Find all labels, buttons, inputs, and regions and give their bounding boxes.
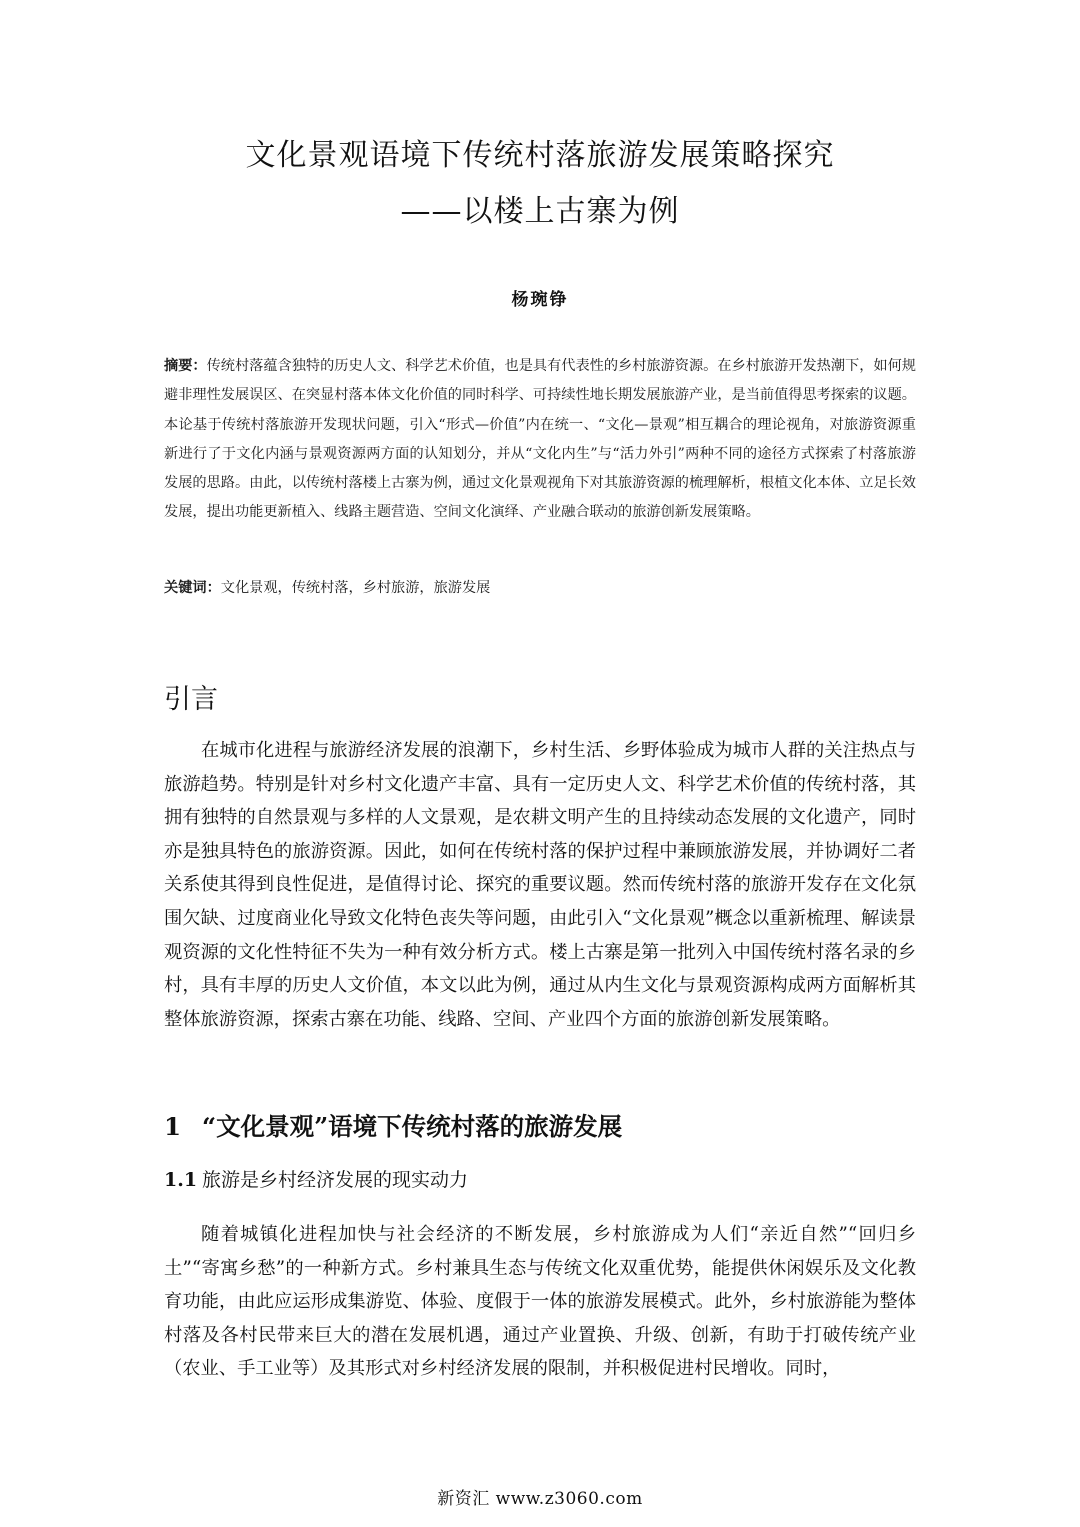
keywords-text: 文化景观，传统村落，乡村旅游，旅游发展 <box>220 580 491 596</box>
section-1-1-number: 1.1 <box>164 1169 198 1191</box>
section-1-title: “文化景观”语境下传统村落的旅游发展 <box>202 1112 623 1141</box>
intro-paragraph: 在城市化进程与旅游经济发展的浪潮下，乡村生活、乡野体验成为城市人群的关注热点与旅游趋势。特别是针对乡村文化遗产丰富、具有一定历史人文、科学艺术价值的传统村落，其拥有独特的自然景观与多样的人文景观，是农耕文明产生的且持续动态发展的文化遗产，同时亦是独具特色的旅游资源。因此，如何在传统村落的保护过程中兼顾旅游发展，并协调好二者关系使其得到良性促进，是值得讨论、探究的重要议题。然而传统村落的旅游开发存在文化氛围欠缺、过度商业化导致文化特色丧失等问题，由此引入“文化景观”概念以重新梳理、解读景观资源的文化性特征不失为一种有效分析方式。楼上古寨是第一批列入中国传统村落名录的乡村，具有丰厚的历史人文价值，本文以此为例，通过从内生文化与景观资源构成两方面解析其整体旅游资源，探索古寨在功能、线路、空间、产业四个方面的旅游创新发展策略。 <box>164 740 916 1030</box>
abstract-label: 摘要： <box>164 358 207 374</box>
paper-subtitle: ——以楼上古寨为例 <box>400 194 680 229</box>
section-1-1-heading <box>164 1165 468 1192</box>
footer-watermark: 新资汇 www.z3060.com <box>437 1489 643 1509</box>
abstract-block <box>164 352 916 528</box>
intro-heading: 引言 <box>164 684 218 715</box>
keywords-label: 关键词： <box>164 580 221 596</box>
author-name: 杨琬铮 <box>511 290 569 310</box>
abstract-text: 传统村落蕴含独特的历史人文、科学艺术价值，也是具有代表性的乡村旅游资源。在乡村旅游开发热潮下，如何规避非理性发展误区、在突显村落本体文化价值的同时科学、可持续性地长期发展旅游产业，是当前值得思考探索的议题。本论基于传统村落旅游开发现状问题，引入“形式—价值”内在统一、“文化—景观”相互耦合的理论视角，对旅游资源重新进行了于文化内涵与景观资源两方面的认知划分，并从“文化内生”与“活力外引”两种不同的途径方式探索了村落旅游发展的思路。由此，以传统村落楼上古寨为例，通过文化景观视角下对其旅游资源的梳理解析，根植文化本体、立足长效发展，提出功能更新植入、线路主题营造、空间文化演绎、产业融合联动的旅游创新发展策略。 <box>164 358 916 521</box>
keywords-block <box>164 577 916 597</box>
section-1-number: 1 <box>164 1112 182 1141</box>
section-1-heading <box>164 1108 622 1143</box>
paper-title: 文化景观语境下传统村落旅游发展策略探究 <box>245 138 835 173</box>
section-1-1-title: 旅游是乡村经济发展的现实动力 <box>202 1169 469 1191</box>
section-1-1-paragraph: 随着城镇化进程加快与社会经济的不断发展，乡村旅游成为人们“亲近自然”“回归乡土”“寄寓乡愁”的一种新方式。乡村兼具生态与传统文化双重优势，能提供休闲娱乐及文化教育功能，由此应运形成集游览、体验、度假于一体的旅游发展模式。此外，乡村旅游能为整体村落及各村民带来巨大的潜在发展机遇，通过产业置换、升级、创新，有助于打破传统产业（农业、手工业等）及其形式对乡村经济发展的限制，并积极促进村民增收。同时， <box>164 1224 916 1380</box>
